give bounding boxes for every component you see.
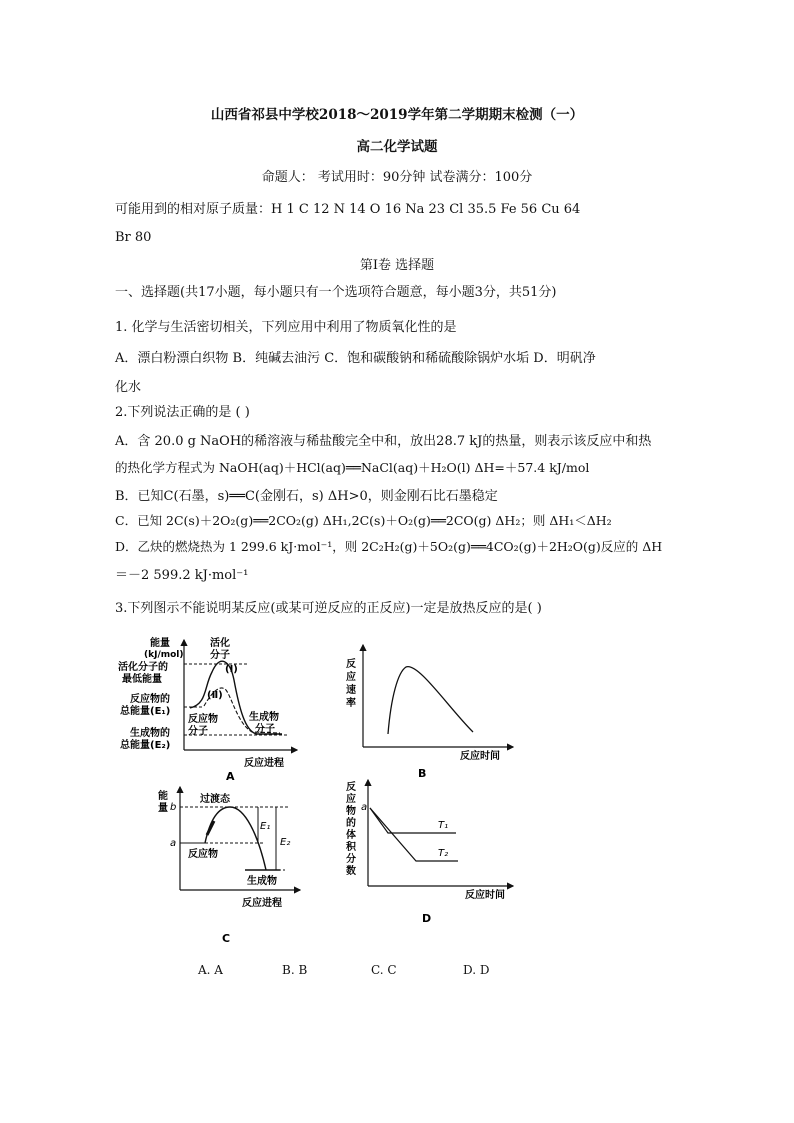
figure-d-t2-label: T₂ (438, 848, 449, 859)
figure-d-y-label-6: 积 (346, 842, 356, 853)
section-instructions: 一、选择题(共17小题，每小题只有一个选项符合题意，每小题3分，共51分) (115, 285, 557, 300)
figure-b (338, 637, 518, 782)
figure-c-caption: C (222, 932, 231, 945)
figure-c-transition-label: 过渡态 (200, 794, 230, 805)
figure-a-curve-ii-label: (Ⅱ) (207, 690, 223, 701)
figure-c-y-label-2: 量 (158, 803, 168, 814)
figure-b-x-label: 反应时间 (460, 751, 500, 762)
figure-a-act-label-1: 活化分子的 (118, 662, 168, 673)
question-2-option-d: D．乙炔的燃烧热为 1 299.6 kJ·mol⁻¹，则 2C₂H₂(g)＋5O₂(g)══4CO₂(g)＋2H₂O(g)反应的 ΔH (115, 539, 663, 554)
question-2-option-b: B．已知C(石墨，s)══C(金刚石，s) ΔH>0，则金刚石比石墨稳定 (115, 489, 498, 504)
question-2-stem: 2.下列说法正确的是 ( ) (115, 405, 250, 420)
figure-a-top-label-2: 分子 (210, 650, 230, 661)
school-title: 山西省祁县中学校2018～2019学年第二学期期末检测（一） (210, 107, 584, 123)
figure-b-curve (388, 667, 473, 734)
figure-c-y-label-1: 能 (158, 791, 168, 802)
figure-a (112, 632, 302, 782)
question-1-stem: 1. 化学与生活密切相关，下列应用中利用了物质氧化性的是 (115, 320, 457, 335)
question-2-option-c: C．已知 2C(s)＋2O₂(g)══2CO₂(g) ΔH₁,2C(s)＋O₂(g)══2CO(g) ΔH₂；则 ΔH₁＜ΔH₂ (115, 513, 612, 528)
question-1-options: A．漂白粉漂白织物 B．纯碱去油污 C．饱和碳酸钠和稀硫酸除锅炉水垢 D．明矾净 (115, 351, 596, 366)
figure-a-curve-i-label: (Ⅰ) (225, 664, 238, 675)
figure-c-e2-label: E₂ (280, 837, 291, 848)
figure-c-curve (205, 807, 266, 870)
figure-a-top-label-1: 活化 (210, 638, 230, 649)
figure-a-y-label-1: 能量 (150, 638, 170, 649)
figure-c (150, 785, 310, 945)
figure-a-reactant-mol-2: 分子 (188, 726, 208, 737)
figure-a-x-label: 反应进程 (244, 758, 284, 769)
figure-a-y-label-2: (kJ/mol) (144, 650, 184, 660)
figure-b-y-label-3: 速 (346, 685, 356, 696)
figure-d-y-label-8: 数 (346, 866, 356, 877)
figure-a-product-mol-2: 分子 (255, 724, 275, 735)
figure-d-y-label-2: 应 (346, 794, 356, 805)
question-3-option-a: A. A (198, 963, 223, 977)
figure-a-product-label-1: 生成物的 (130, 728, 170, 739)
question-1-options-cont: 化水 (115, 380, 142, 395)
figure-d-y-label-3: 物 (346, 806, 356, 817)
figure-c-b-label: b (170, 802, 177, 813)
figure-c-e1-label: E₁ (260, 821, 271, 832)
figure-d-y-label-1: 反 (346, 782, 356, 793)
figure-c-reactant-label: 反应物 (188, 849, 218, 860)
question-3-option-b: B. B (282, 963, 308, 977)
figure-d (338, 778, 518, 928)
figure-a-product-mol-1: 生成物 (249, 712, 279, 723)
figure-c-product-label: 生成物 (247, 876, 277, 887)
atomic-masses-line1: 可能用到的相对原子质量：H 1 C 12 N 14 O 16 Na 23 Cl 35.5 Fe 56 Cu 64 (115, 202, 581, 217)
figure-d-x-label: 反应时间 (465, 890, 505, 901)
figure-d-t1-label: T₁ (438, 820, 449, 831)
question-2-option-a: A．含 20.0 g NaOH的稀溶液与稀盐酸完全中和，放出28.7 kJ的热量，则表示该反应中和热 (115, 434, 652, 449)
figure-c-x-label: 反应进程 (242, 898, 282, 909)
figure-d-a-label: a (361, 802, 368, 813)
figure-d-y-label-4: 的 (346, 818, 356, 829)
subject-title: 高二化学试题 (356, 139, 438, 155)
figure-b-caption: B (418, 767, 427, 780)
figure-d-caption: D (422, 912, 432, 925)
figure-b-y-label-2: 应 (346, 672, 356, 683)
question-2-option-a-cont: 的热化学方程式为 NaOH(aq)＋HCl(aq)══NaCl(aq)＋H₂O(l) ΔH=＋57.4 kJ/mol (115, 460, 590, 475)
figure-d-y-label-5: 体 (346, 830, 356, 841)
figure-d-y-label-7: 分 (346, 854, 356, 865)
question-3-stem: 3.下列图示不能说明某反应(或某可逆反应的正反应)一定是放热反应的是( ) (115, 601, 542, 616)
figure-c-a-label: a (170, 838, 177, 849)
figure-a-caption: A (226, 770, 235, 782)
figure-a-reactant-label-1: 反应物的 (130, 694, 170, 705)
exam-info: 命题人： 考试用时：90分钟 试卷满分：100分 (261, 170, 533, 185)
question-3-option-d: D. D (463, 963, 490, 977)
figure-a-product-label-2: 总能量(E₂) (120, 740, 171, 751)
figure-a-act-label-2: 最低能量 (122, 674, 162, 685)
figure-b-y-label-4: 率 (346, 698, 356, 709)
figure-b-y-label-1: 反 (346, 659, 356, 670)
question-3-option-c: C. C (371, 963, 397, 977)
volume-title: 第Ⅰ卷 选择题 (359, 258, 435, 273)
question-2-option-d-cont: ＝－2 599.2 kJ·mol⁻¹ (115, 568, 249, 583)
figure-a-reactant-mol-1: 反应物 (188, 714, 218, 725)
figure-a-reactant-label-2: 总能量(E₁) (120, 706, 171, 717)
atomic-masses-line2: Br 80 (115, 230, 152, 245)
